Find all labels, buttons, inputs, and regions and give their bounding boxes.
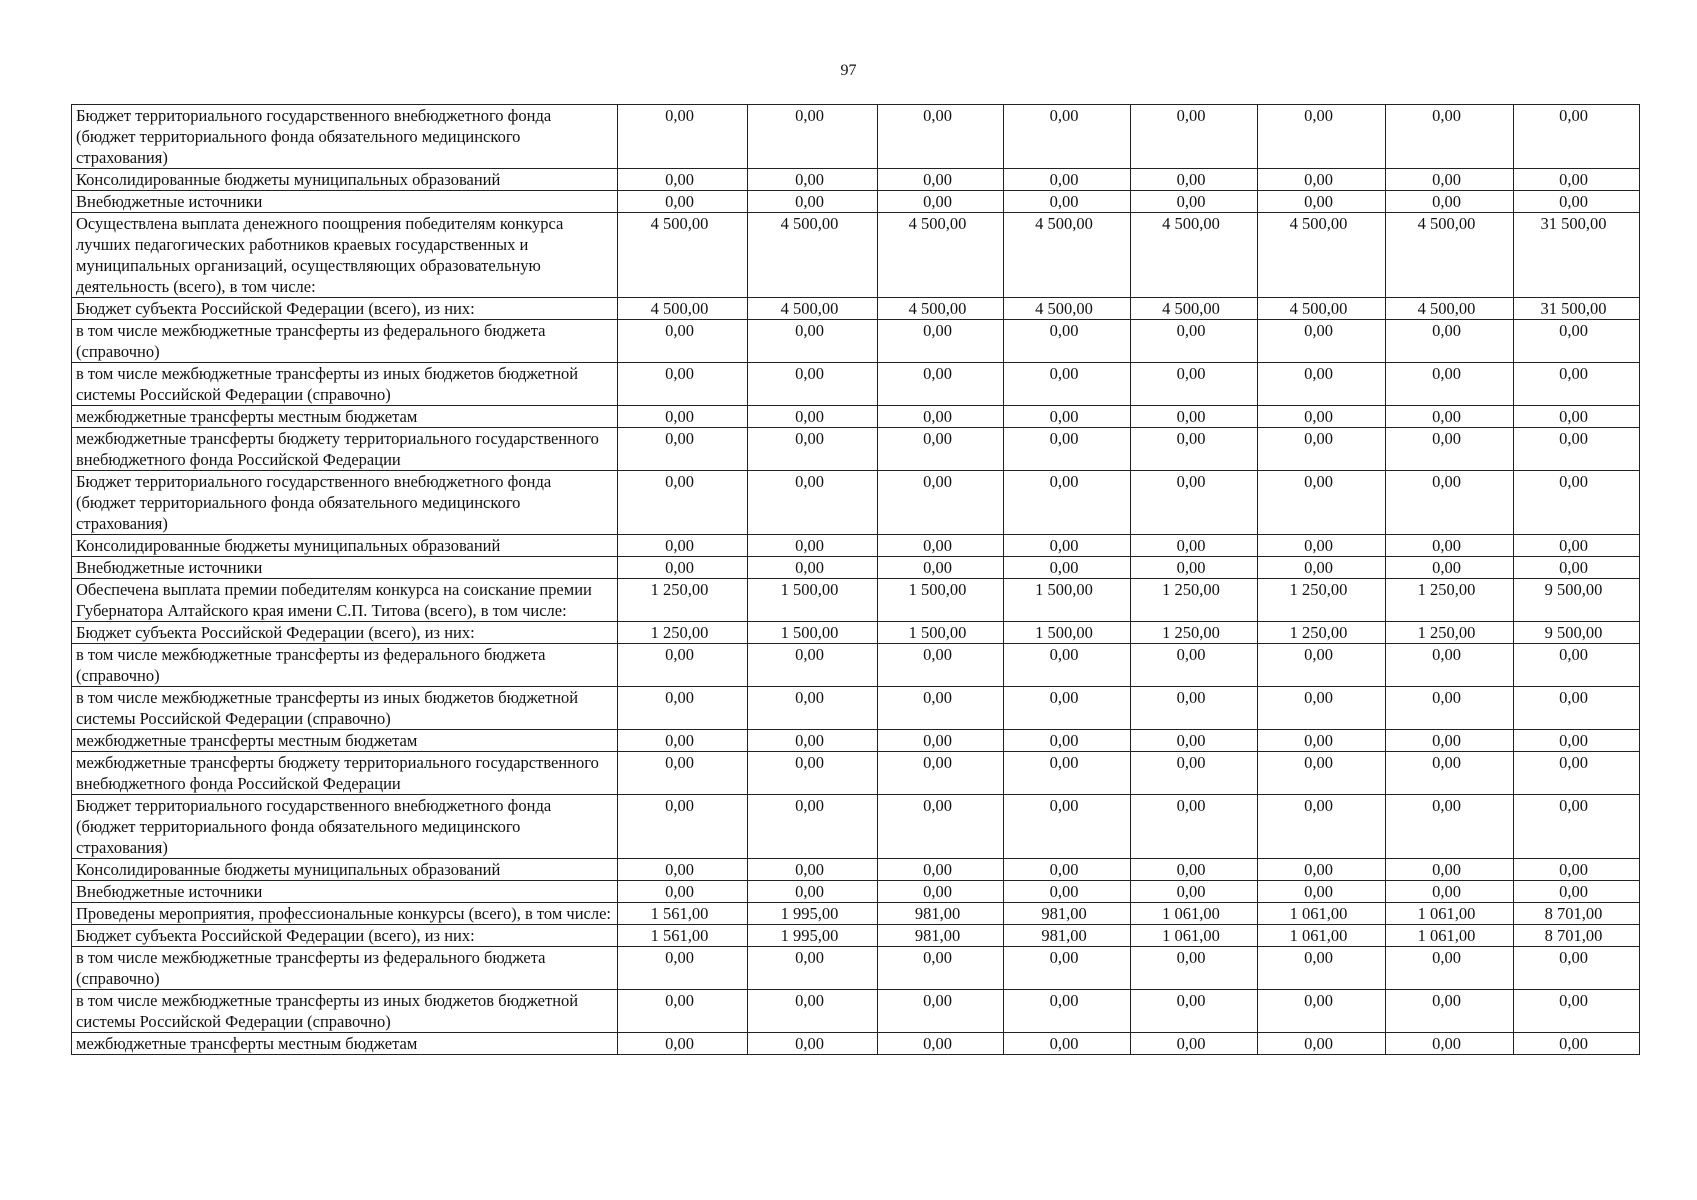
- value-cell: 0,00: [1386, 105, 1514, 169]
- row-label: Бюджет территориального государственного внебюджетного фонда (бюджет территориального фонда обязательного медицинского страхования): [72, 795, 618, 859]
- value-cell: 0,00: [748, 363, 878, 406]
- table-row: [72, 903, 1640, 925]
- value-cell: 0,00: [1004, 687, 1131, 730]
- value-cell: 0,00: [1131, 428, 1258, 471]
- value-cell: 0,00: [1514, 428, 1640, 471]
- row-label: в том числе межбюджетные трансферты из федерального бюджета (справочно): [72, 644, 618, 687]
- value-cell: 0,00: [618, 557, 748, 579]
- value-cell: 0,00: [1131, 406, 1258, 428]
- value-cell: 0,00: [1514, 990, 1640, 1033]
- value-cell: 0,00: [1131, 687, 1258, 730]
- row-label: Проведены мероприятия, профессиональные конкурсы (всего), в том числе:: [72, 903, 618, 925]
- table-row: [72, 859, 1640, 881]
- value-cell: 4 500,00: [748, 298, 878, 320]
- value-cell: 0,00: [1004, 406, 1131, 428]
- value-cell: 8 701,00: [1514, 903, 1640, 925]
- row-label: Бюджет субъекта Российской Федерации (всего), из них:: [72, 622, 618, 644]
- value-cell: 0,00: [1514, 644, 1640, 687]
- value-cell: 0,00: [1386, 859, 1514, 881]
- value-cell: 1 500,00: [1004, 579, 1131, 622]
- value-cell: 1 250,00: [1258, 622, 1386, 644]
- value-cell: 1 561,00: [618, 903, 748, 925]
- value-cell: 0,00: [1386, 1033, 1514, 1055]
- value-cell: 0,00: [618, 644, 748, 687]
- value-cell: 1 250,00: [1386, 579, 1514, 622]
- budget-table: [71, 104, 1640, 1055]
- table-row: [72, 406, 1640, 428]
- value-cell: 1 061,00: [1386, 903, 1514, 925]
- value-cell: 0,00: [1004, 320, 1131, 363]
- value-cell: 0,00: [1258, 320, 1386, 363]
- value-cell: 0,00: [1514, 859, 1640, 881]
- value-cell: 0,00: [1004, 752, 1131, 795]
- value-cell: 0,00: [618, 406, 748, 428]
- value-cell: 4 500,00: [1258, 298, 1386, 320]
- value-cell: 0,00: [878, 1033, 1004, 1055]
- value-cell: 0,00: [748, 320, 878, 363]
- value-cell: 0,00: [878, 730, 1004, 752]
- value-cell: 0,00: [878, 363, 1004, 406]
- value-cell: 0,00: [1004, 795, 1131, 859]
- value-cell: 1 250,00: [1386, 622, 1514, 644]
- value-cell: 0,00: [878, 406, 1004, 428]
- value-cell: 4 500,00: [1386, 213, 1514, 298]
- value-cell: 0,00: [618, 730, 748, 752]
- value-cell: 0,00: [1004, 990, 1131, 1033]
- value-cell: 0,00: [1258, 191, 1386, 213]
- value-cell: 0,00: [1131, 644, 1258, 687]
- value-cell: 0,00: [1004, 644, 1131, 687]
- value-cell: 0,00: [1004, 169, 1131, 191]
- row-label: Внебюджетные источники: [72, 881, 618, 903]
- value-cell: 1 500,00: [1004, 622, 1131, 644]
- value-cell: 0,00: [1258, 990, 1386, 1033]
- value-cell: 0,00: [1004, 428, 1131, 471]
- table-row: [72, 1033, 1640, 1055]
- value-cell: 0,00: [748, 990, 878, 1033]
- value-cell: 0,00: [1131, 947, 1258, 990]
- value-cell: 0,00: [1258, 730, 1386, 752]
- value-cell: 0,00: [618, 881, 748, 903]
- value-cell: 0,00: [1258, 428, 1386, 471]
- value-cell: 1 500,00: [748, 622, 878, 644]
- value-cell: 4 500,00: [1258, 213, 1386, 298]
- value-cell: 0,00: [1131, 859, 1258, 881]
- value-cell: 9 500,00: [1514, 622, 1640, 644]
- value-cell: 0,00: [878, 990, 1004, 1033]
- value-cell: 0,00: [618, 320, 748, 363]
- value-cell: 0,00: [878, 105, 1004, 169]
- value-cell: 0,00: [748, 730, 878, 752]
- row-label: межбюджетные трансферты бюджету территориального государственного внебюджетного фонда Российской Федерации: [72, 752, 618, 795]
- value-cell: 0,00: [1386, 428, 1514, 471]
- value-cell: 0,00: [618, 1033, 748, 1055]
- row-label: Внебюджетные источники: [72, 191, 618, 213]
- value-cell: 0,00: [1386, 687, 1514, 730]
- row-label: Консолидированные бюджеты муниципальных образований: [72, 169, 618, 191]
- value-cell: 0,00: [1514, 752, 1640, 795]
- value-cell: 0,00: [1131, 363, 1258, 406]
- table-row: [72, 428, 1640, 471]
- value-cell: 0,00: [1258, 471, 1386, 535]
- row-label: в том числе межбюджетные трансферты из федерального бюджета (справочно): [72, 320, 618, 363]
- value-cell: 31 500,00: [1514, 298, 1640, 320]
- value-cell: 0,00: [1131, 795, 1258, 859]
- value-cell: 0,00: [618, 687, 748, 730]
- value-cell: 0,00: [1514, 795, 1640, 859]
- table-row: [72, 730, 1640, 752]
- row-label: Внебюджетные источники: [72, 557, 618, 579]
- value-cell: 4 500,00: [618, 213, 748, 298]
- value-cell: 0,00: [618, 990, 748, 1033]
- value-cell: 1 061,00: [1258, 903, 1386, 925]
- value-cell: 0,00: [748, 752, 878, 795]
- value-cell: 0,00: [1514, 557, 1640, 579]
- value-cell: 0,00: [1386, 169, 1514, 191]
- value-cell: 0,00: [1004, 105, 1131, 169]
- value-cell: 0,00: [1004, 191, 1131, 213]
- value-cell: 981,00: [878, 925, 1004, 947]
- value-cell: 4 500,00: [878, 298, 1004, 320]
- value-cell: 0,00: [1131, 320, 1258, 363]
- value-cell: 0,00: [748, 471, 878, 535]
- row-label: межбюджетные трансферты местным бюджетам: [72, 730, 618, 752]
- value-cell: 0,00: [878, 687, 1004, 730]
- value-cell: 0,00: [1514, 406, 1640, 428]
- table-row: [72, 191, 1640, 213]
- value-cell: 1 061,00: [1131, 903, 1258, 925]
- value-cell: 0,00: [878, 557, 1004, 579]
- value-cell: 9 500,00: [1514, 579, 1640, 622]
- table-row: [72, 471, 1640, 535]
- value-cell: 0,00: [618, 363, 748, 406]
- value-cell: 0,00: [1131, 990, 1258, 1033]
- value-cell: 0,00: [1131, 191, 1258, 213]
- value-cell: 1 250,00: [618, 622, 748, 644]
- value-cell: 0,00: [1004, 471, 1131, 535]
- value-cell: 1 061,00: [1258, 925, 1386, 947]
- value-cell: 0,00: [1131, 105, 1258, 169]
- value-cell: 0,00: [1131, 169, 1258, 191]
- row-label: в том числе межбюджетные трансферты из иных бюджетов бюджетной системы Российской Федерации (справочно): [72, 363, 618, 406]
- value-cell: 1 561,00: [618, 925, 748, 947]
- value-cell: 0,00: [1514, 947, 1640, 990]
- value-cell: 1 250,00: [1258, 579, 1386, 622]
- value-cell: 8 701,00: [1514, 925, 1640, 947]
- value-cell: 0,00: [1386, 730, 1514, 752]
- value-cell: 0,00: [1514, 730, 1640, 752]
- value-cell: 0,00: [878, 947, 1004, 990]
- row-label: Осуществлена выплата денежного поощрения победителям конкурса лучших педагогических работников краевых государственных и муниципальных организаций, осуществляющих образовательную деятельность (всего), в том числе:: [72, 213, 618, 298]
- value-cell: 0,00: [1514, 191, 1640, 213]
- value-cell: 0,00: [1131, 471, 1258, 535]
- value-cell: 0,00: [1004, 535, 1131, 557]
- value-cell: 0,00: [748, 169, 878, 191]
- table-row: [72, 298, 1640, 320]
- value-cell: 0,00: [1386, 406, 1514, 428]
- table-row: [72, 644, 1640, 687]
- value-cell: 0,00: [878, 320, 1004, 363]
- row-label: Бюджет территориального государственного внебюджетного фонда (бюджет территориального фонда обязательного медицинского страхования): [72, 471, 618, 535]
- value-cell: 0,00: [748, 795, 878, 859]
- value-cell: 0,00: [748, 557, 878, 579]
- value-cell: 31 500,00: [1514, 213, 1640, 298]
- row-label: Консолидированные бюджеты муниципальных образований: [72, 535, 618, 557]
- table-body: [72, 105, 1640, 1055]
- value-cell: 0,00: [1004, 881, 1131, 903]
- value-cell: 0,00: [878, 859, 1004, 881]
- value-cell: 0,00: [1258, 752, 1386, 795]
- value-cell: 0,00: [1258, 557, 1386, 579]
- value-cell: 0,00: [1514, 363, 1640, 406]
- value-cell: 0,00: [878, 535, 1004, 557]
- value-cell: 1 500,00: [878, 622, 1004, 644]
- value-cell: 1 061,00: [1386, 925, 1514, 947]
- row-label: межбюджетные трансферты бюджету территориального государственного внебюджетного фонда Российской Федерации: [72, 428, 618, 471]
- value-cell: 0,00: [1514, 1033, 1640, 1055]
- value-cell: 0,00: [1514, 320, 1640, 363]
- value-cell: 0,00: [1514, 535, 1640, 557]
- row-label: в том числе межбюджетные трансферты из иных бюджетов бюджетной системы Российской Федерации (справочно): [72, 687, 618, 730]
- table-row: [72, 579, 1640, 622]
- value-cell: 0,00: [878, 169, 1004, 191]
- value-cell: 4 500,00: [1386, 298, 1514, 320]
- value-cell: 0,00: [1004, 557, 1131, 579]
- value-cell: 0,00: [1131, 557, 1258, 579]
- value-cell: 0,00: [1258, 105, 1386, 169]
- value-cell: 1 250,00: [1131, 622, 1258, 644]
- value-cell: 0,00: [1258, 687, 1386, 730]
- value-cell: 1 995,00: [748, 903, 878, 925]
- table-row: [72, 535, 1640, 557]
- value-cell: 0,00: [1514, 471, 1640, 535]
- table-row: [72, 622, 1640, 644]
- value-cell: 0,00: [748, 859, 878, 881]
- value-cell: 0,00: [1004, 363, 1131, 406]
- value-cell: 4 500,00: [1004, 213, 1131, 298]
- value-cell: 4 500,00: [878, 213, 1004, 298]
- value-cell: 0,00: [1386, 881, 1514, 903]
- row-label: в том числе межбюджетные трансферты из федерального бюджета (справочно): [72, 947, 618, 990]
- value-cell: 0,00: [618, 859, 748, 881]
- value-cell: 0,00: [1004, 859, 1131, 881]
- value-cell: 0,00: [1258, 881, 1386, 903]
- value-cell: 0,00: [1258, 644, 1386, 687]
- row-label: Консолидированные бюджеты муниципальных образований: [72, 859, 618, 881]
- value-cell: 0,00: [1258, 1033, 1386, 1055]
- value-cell: 0,00: [1386, 990, 1514, 1033]
- value-cell: 981,00: [1004, 925, 1131, 947]
- row-label: Бюджет субъекта Российской Федерации (всего), из них:: [72, 298, 618, 320]
- value-cell: 0,00: [748, 406, 878, 428]
- value-cell: 0,00: [748, 644, 878, 687]
- value-cell: 0,00: [1258, 535, 1386, 557]
- value-cell: 0,00: [748, 105, 878, 169]
- value-cell: 0,00: [618, 947, 748, 990]
- value-cell: 0,00: [1258, 406, 1386, 428]
- value-cell: 0,00: [748, 1033, 878, 1055]
- table-row: [72, 881, 1640, 903]
- row-label: межбюджетные трансферты местным бюджетам: [72, 406, 618, 428]
- value-cell: 0,00: [1386, 644, 1514, 687]
- row-label: Бюджет территориального государственного внебюджетного фонда (бюджет территориального фонда обязательного медицинского страхования): [72, 105, 618, 169]
- value-cell: 0,00: [1131, 881, 1258, 903]
- value-cell: 0,00: [1386, 795, 1514, 859]
- value-cell: 0,00: [1004, 947, 1131, 990]
- value-cell: 0,00: [1004, 730, 1131, 752]
- value-cell: 0,00: [1131, 752, 1258, 795]
- row-label: в том числе межбюджетные трансферты из иных бюджетов бюджетной системы Российской Федерации (справочно): [72, 990, 618, 1033]
- value-cell: 1 500,00: [748, 579, 878, 622]
- value-cell: 1 500,00: [878, 579, 1004, 622]
- value-cell: 0,00: [618, 795, 748, 859]
- value-cell: 4 500,00: [1004, 298, 1131, 320]
- table-row: [72, 947, 1640, 990]
- value-cell: 0,00: [748, 428, 878, 471]
- value-cell: 0,00: [878, 644, 1004, 687]
- value-cell: 0,00: [748, 535, 878, 557]
- value-cell: 0,00: [1386, 363, 1514, 406]
- value-cell: 0,00: [878, 795, 1004, 859]
- table-row: [72, 169, 1640, 191]
- table-row: [72, 363, 1640, 406]
- value-cell: 0,00: [618, 191, 748, 213]
- value-cell: 0,00: [1514, 881, 1640, 903]
- value-cell: 0,00: [618, 471, 748, 535]
- value-cell: 4 500,00: [618, 298, 748, 320]
- value-cell: 0,00: [1514, 105, 1640, 169]
- value-cell: 1 250,00: [618, 579, 748, 622]
- value-cell: 0,00: [1258, 795, 1386, 859]
- value-cell: 0,00: [618, 105, 748, 169]
- table-row: [72, 795, 1640, 859]
- row-label: межбюджетные трансферты местным бюджетам: [72, 1033, 618, 1055]
- value-cell: 0,00: [748, 687, 878, 730]
- value-cell: 0,00: [748, 191, 878, 213]
- value-cell: 0,00: [1514, 687, 1640, 730]
- value-cell: 0,00: [1004, 1033, 1131, 1055]
- value-cell: 0,00: [1258, 169, 1386, 191]
- table-row: [72, 752, 1640, 795]
- value-cell: 0,00: [1386, 191, 1514, 213]
- table-row: [72, 990, 1640, 1033]
- value-cell: 0,00: [1386, 557, 1514, 579]
- value-cell: 0,00: [618, 169, 748, 191]
- table-row: [72, 213, 1640, 298]
- table-row: [72, 320, 1640, 363]
- value-cell: 0,00: [1386, 752, 1514, 795]
- value-cell: 0,00: [1131, 535, 1258, 557]
- value-cell: 0,00: [1131, 730, 1258, 752]
- page-number: 97: [840, 62, 857, 79]
- value-cell: 0,00: [1386, 947, 1514, 990]
- value-cell: 0,00: [1514, 169, 1640, 191]
- value-cell: 4 500,00: [1131, 213, 1258, 298]
- value-cell: 0,00: [618, 428, 748, 471]
- value-cell: 0,00: [878, 752, 1004, 795]
- value-cell: 0,00: [748, 881, 878, 903]
- value-cell: 0,00: [878, 191, 1004, 213]
- table-row: [72, 925, 1640, 947]
- value-cell: 0,00: [1258, 859, 1386, 881]
- value-cell: 0,00: [618, 535, 748, 557]
- value-cell: 4 500,00: [748, 213, 878, 298]
- value-cell: 0,00: [1258, 947, 1386, 990]
- value-cell: 0,00: [1386, 471, 1514, 535]
- value-cell: 0,00: [1386, 320, 1514, 363]
- value-cell: 0,00: [618, 752, 748, 795]
- value-cell: 0,00: [1386, 535, 1514, 557]
- table-row: [72, 105, 1640, 169]
- value-cell: 0,00: [878, 471, 1004, 535]
- value-cell: 1 995,00: [748, 925, 878, 947]
- value-cell: 981,00: [878, 903, 1004, 925]
- table-row: [72, 687, 1640, 730]
- value-cell: 0,00: [1131, 1033, 1258, 1055]
- row-label: Бюджет субъекта Российской Федерации (всего), из них:: [72, 925, 618, 947]
- value-cell: 0,00: [748, 947, 878, 990]
- value-cell: 0,00: [1258, 363, 1386, 406]
- row-label: Обеспечена выплата премии победителям конкурса на соискание премии Губернатора Алтайского края имени С.П. Титова (всего), в том числе:: [72, 579, 618, 622]
- value-cell: 4 500,00: [1131, 298, 1258, 320]
- value-cell: 1 250,00: [1131, 579, 1258, 622]
- table-row: [72, 557, 1640, 579]
- value-cell: 0,00: [878, 428, 1004, 471]
- value-cell: 1 061,00: [1131, 925, 1258, 947]
- value-cell: 0,00: [878, 881, 1004, 903]
- value-cell: 981,00: [1004, 903, 1131, 925]
